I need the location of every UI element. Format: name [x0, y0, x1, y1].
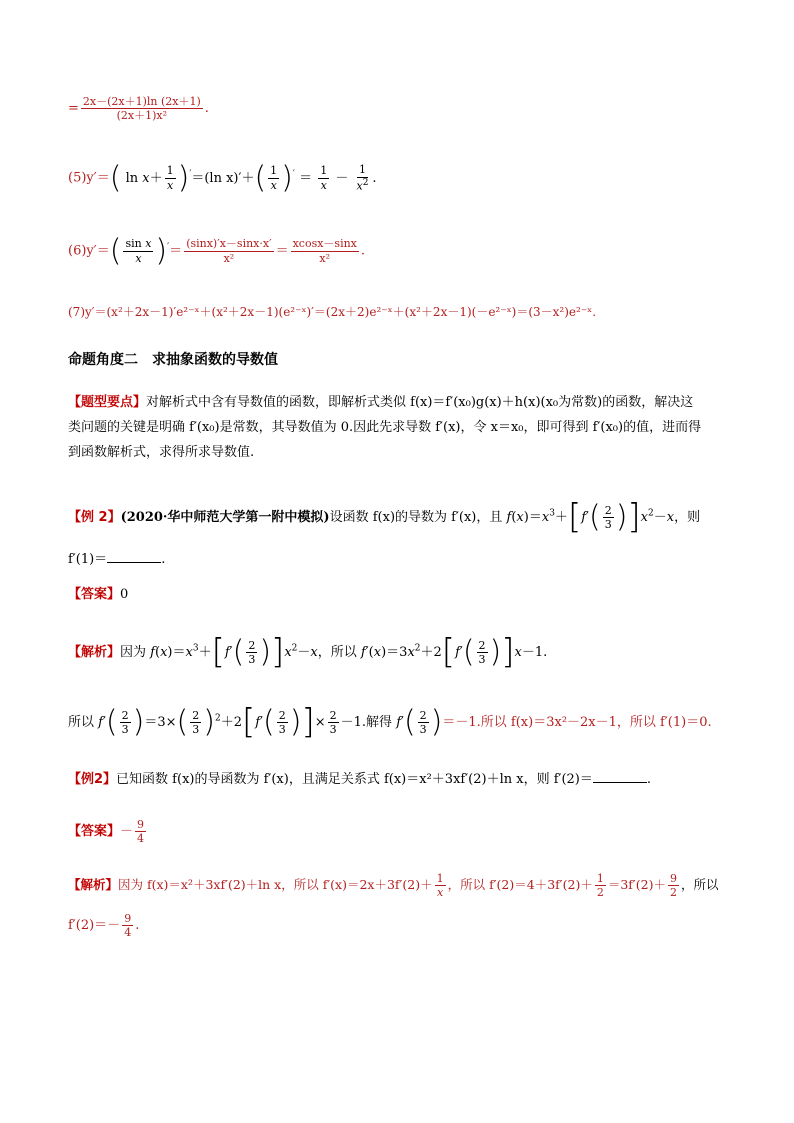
example-2-solution-line-2: f′(2)＝－ $\frac{9}{4}$ .: [68, 912, 140, 940]
fraction-denominator: 4: [137, 832, 145, 846]
example-1-solution: 【解析】因为 $f(x)=x^3+[f'$( $\frac{2}{3}$ )]$x^2-x$，所以 $f'(x)=3x^2+2[f'$( $\frac{2}{3}$ )]x－1.: [68, 632, 548, 672]
solution-text: ＝3f′(2)＋: [607, 877, 666, 893]
answer-blank: [593, 782, 647, 783]
example-2-question: 【例2】已知函数 f(x)的导函数为 f′(x)，且满足关系式 f(x)＝x²＋3xf′(2)＋ln x，则 f′(2)＝ .: [68, 772, 652, 787]
period: .: [135, 918, 140, 934]
fraction-denominator: x²: [223, 251, 235, 265]
fraction-denominator: (2x＋1)x²: [116, 109, 168, 123]
answer-value: 0: [120, 587, 129, 602]
derivative-line-6: (6)y′＝( $\frac{\text{sin x}}{x}$ )′＝ $\frac{(\sin x)'x-\sin x\cdot x'}{\text{x²}}$ ＝ $\frac{xcosx-\sin x}{\text{x²}}$ .: [68, 233, 366, 268]
key-points-line-3: 到函数解析式，求得所求导数值.: [68, 445, 255, 460]
key-points-label: 【题型要点】: [68, 395, 147, 410]
example-label: 【例2】: [68, 772, 117, 787]
period: .: [204, 101, 209, 117]
answer-blank: [107, 562, 161, 563]
line-label: (6)y′＝: [68, 243, 110, 259]
example-2-answer: 【答案】－ $\frac{9}{4}$: [68, 818, 145, 846]
fraction-numerator: 9: [137, 818, 145, 831]
example-source: (2020·华中师范大学第一附中模拟): [120, 509, 330, 525]
key-points-line-1: 对解析式中含有导数值的函数，即解析式类似 f(x)＝f′(x₀)g(x)＋h(x)(x₀为常数)的函数，解决这: [146, 395, 694, 410]
solution-text: f′(2)＝－: [68, 918, 121, 934]
solution-text: ，所以: [317, 644, 357, 660]
example-1-blank-line: f′(1)＝ .: [68, 552, 166, 567]
example-2-solution: 【解析】因为 f(x)＝x²＋3xf′(2)＋ln x，所以 f′(x)＝2x＋3f′(2)＋ $\frac{1}{x}$ ，所以 f′(2)＝4＋3f′(2)＋ $\frac{1}{2}$ ＝3f′(2)＋ $\frac{9}{2}$ ，所以: [68, 872, 719, 900]
solution-label: 【解析】: [68, 877, 119, 893]
example-text-end: ，则: [674, 509, 701, 525]
answer-label: 【答案】: [68, 587, 121, 602]
fraction-numerator: 2x－(2x＋1)ln (2x＋1): [82, 95, 201, 108]
line-label: (5)y′＝: [68, 170, 110, 186]
example-1-solution-line-2: 所以 f′( $\frac{2}{3}$ )＝3×( $\frac{2}{3}$ )$^2$＋2[f′( $\frac{2}{3}$ )]× $\frac{2}{3}$ －1.解得 f′( $\frac{2}{3}$ )＝－1.所以 f(x)＝3x²－2x－1，所以 f′(1)＝0.: [68, 702, 712, 742]
example-label: 【例 2】: [68, 509, 121, 525]
solution-text: 因为: [120, 644, 147, 660]
section-title: 命题角度二 求抽象函数的导数值: [68, 352, 278, 368]
derivative-line-5: [68, 160, 377, 196]
answer-label: 【答案】: [68, 824, 121, 840]
blank-prefix: f′(1)＝: [68, 552, 108, 567]
paren-expression: ( ln x＋ $\frac{1}{x}$ )′＝(ln x)′＋( $\frac{1}{x}$ )′ ＝ $\frac{1}{x}$ － $\frac{1}{x^2}$ .: [109, 160, 377, 195]
fraction-numerator: xcosx－sinx: [292, 237, 357, 251]
solution-text: ＝－1.所以 f(x)＝3x²－2x－1，所以 f′(1)＝0.: [442, 714, 712, 730]
example-text: 已知函数 f(x)的导函数为 f′(x)，且满足关系式 f(x)＝x²＋3xf′(2)＋ln x，则 f′(2)＝: [116, 772, 593, 787]
key-points: [68, 390, 728, 465]
example-1-question: 【例 2】(2020·华中师范大学第一附中模拟)设函数 f(x)的导数为 f′(x)，且 $f(x)=x^3+[f'$( $\frac{2}{3}$ )]$x^2-x$，则: [68, 497, 701, 537]
example-text: 设函数 f(x)的导数为 f′(x)，且: [329, 509, 503, 525]
equals-sign: =: [68, 101, 79, 117]
solution-text: ，所以 f′(2)＝4＋3f′(2)＋: [447, 877, 593, 893]
fraction-4: [81, 95, 203, 122]
solution-text: 解得: [366, 714, 393, 730]
solution-text: ，所以: [680, 877, 719, 893]
derivative-line-4: [68, 95, 209, 122]
derivative-line-7: (7)y′＝(x²＋2x－1)′e²⁻ˣ＋(x²＋2x－1)(e²⁻ˣ)′＝(2x＋2)e²⁻ˣ＋(x²＋2x－1)(－e²⁻ˣ)＝(3－x²)e²⁻ˣ.: [68, 305, 597, 319]
fraction-numerator: (sinx)′x－sinx·x′: [186, 237, 272, 251]
example-1-answer: [68, 587, 128, 603]
solution-text: 所以: [68, 714, 95, 730]
key-points-line-2: 类问题的关键是明确 f′(x₀)是常数，其导数值为 0.因此先求导数 f′(x)，令 x＝x₀，即可得到 f′(x₀)的值，进而得: [68, 420, 702, 435]
solution-text: 因为 f(x)＝x²＋3xf′(2)＋ln x，所以 f′(x)＝2x＋3f′(2)＋: [118, 877, 433, 893]
solution-label: 【解析】: [68, 644, 121, 660]
